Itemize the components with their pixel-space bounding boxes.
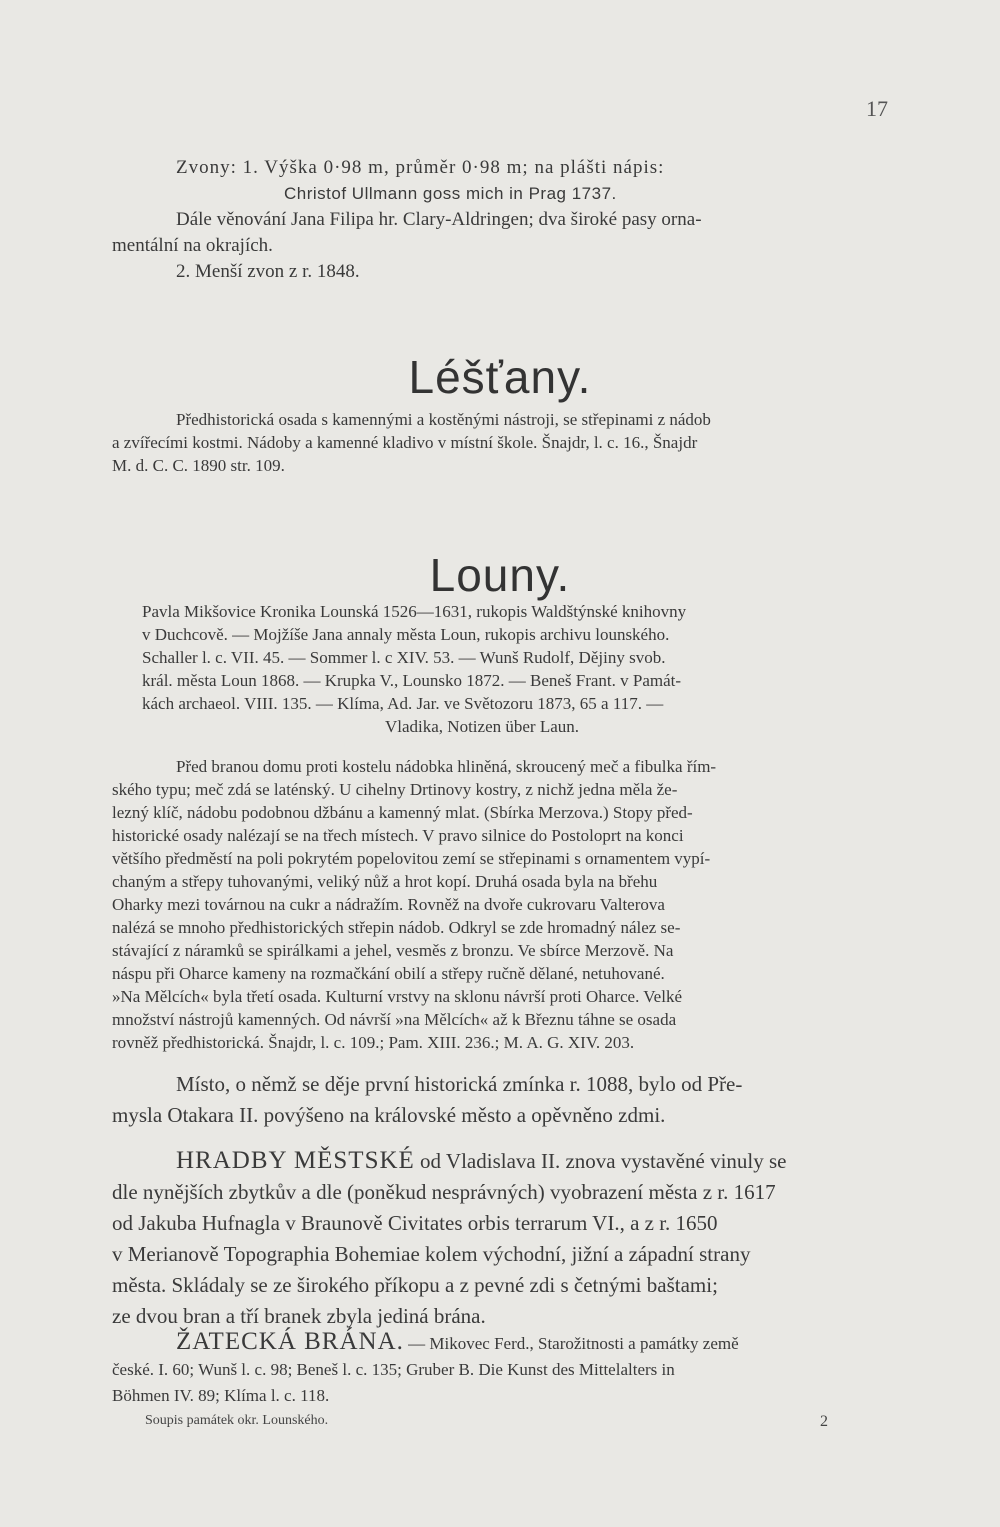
louny-prehistory [112, 757, 892, 1053]
text-line: Místo, o němž se děje první historická zmínka r. 1088, bylo od Pře- [176, 1072, 743, 1096]
text-line: Před branou domu proti kostelu nádobka hliněná, skroucený meč a fibulka řím- [176, 757, 717, 776]
text-line: mysla Otakara II. povýšeno na královské město a opěvněno zdmi. [112, 1103, 666, 1127]
text-line: nalézá se mnoho předhistorických střepin nádob. Odkryl se zde hromadný nález se- [112, 918, 681, 937]
text-line: od Jakuba Hufnagla v Braunově Civitates orbis terrarum VI., a z r. 1650 [112, 1211, 718, 1235]
text-line: Schaller l. c. VII. 45. — Sommer l. c XIV. 53. — Wunš Rudolf, Dějiny svob. [142, 648, 666, 667]
text-line: náspu při Oharce kameny na rozmačkání obilí a střepy ručně dělané, netuhované. [112, 964, 665, 983]
louny-history [112, 1070, 892, 1129]
text-line: většího předměstí na poli pokrytém popelovitou zemí se střepinami s ornamentem vypí- [112, 849, 711, 868]
text-line: Předhistorická osada s kamennými a kostěnými nástroji, se střepinami z nádob [176, 410, 711, 429]
text-line: M. d. C. C. 1890 str. 109. [112, 456, 285, 475]
inscription-line: Christof Ullmann goss mich in Prag 1737. [284, 184, 617, 203]
footer-signature: 2 [820, 1413, 828, 1430]
louny-sources [112, 602, 892, 737]
text-line: lezný klíč, nádobu podobnou džbánu a kamenný mlat. (Sbírka Merzova.) Stopy před- [112, 803, 693, 822]
heading-louny: Louny. [429, 549, 571, 601]
text-line: ského typu; meč zdá se laténský. U cihelny Drtinovy kostry, z nichž jedna měla že- [112, 780, 678, 799]
zvony-section [112, 156, 892, 283]
louny-zatecka [112, 1330, 892, 1407]
footer-title: Soupis památek okr. Lounského. [145, 1413, 329, 1428]
text-span: — Mikovec Ferd., Starožitnosti a památky země [403, 1334, 739, 1353]
text-line: mentální na okrajích. [112, 235, 273, 256]
zatecka-title: ŽATECKÁ BRÁNA. [176, 1328, 404, 1355]
text-line: Vladika, Notizen über Laun. [384, 717, 579, 736]
text-line: stávající z náramků se spirálkami a jehel, vesměs z bronzu. Ve sbírce Merzově. Na [112, 941, 674, 960]
text-line: Zvony: 1. Výška 0·98 m, průměr 0·98 m; na plášti nápis: [176, 157, 665, 178]
text-line: chaným a střepy tuhovanými, veliký nůž a hrot kopí. Druhá osada byla na břehu [112, 872, 658, 891]
page-number: 17 [866, 96, 888, 121]
louny-hradby [112, 1147, 892, 1330]
heading-lestany: Léšťany. [408, 351, 592, 403]
zatecka-first-line [112, 1330, 892, 1355]
hradby-title: HRADBY MĚSTSKÉ [176, 1147, 415, 1174]
text-line: Oharky mezi továrnou na cukr a nádražím. Rovněž na dvoře cukrovaru Valterova [112, 895, 665, 914]
text-line: množství nástrojů kamenných. Od návrší »na Mělcích« až k Březnu táhne se osada [112, 1010, 677, 1029]
text-span: od Vladislava II. znova vystavěné vinuly se [414, 1149, 787, 1173]
hradby-first-line [112, 1147, 892, 1175]
text-line: rovněž předhistorická. Šnajdr, l. c. 109.; Pam. XIII. 236.; M. A. G. XIV. 203. [112, 1033, 635, 1052]
text-line: české. I. 60; Wunš l. c. 98; Beneš l. c. 135; Gruber B. Die Kunst des Mittelalters in [112, 1360, 675, 1379]
text-line: historické osady nalézají se na třech místech. V pravo silnice do Postoloprt na konci [112, 826, 684, 845]
text-line: Pavla Mikšovice Kronika Lounská 1526—1631, rukopis Waldštýnské knihovny [142, 602, 687, 621]
text-line: král. města Loun 1868. — Krupka V., Lounsko 1872. — Beneš Frant. v Památ- [142, 671, 682, 690]
text-line: v Duchcově. — Mojžíše Jana annaly města Loun, rukopis archivu lounského. [142, 625, 670, 644]
text-line: města. Skládaly se ze širokého příkopu a z pevné zdi s četnými baštami; [112, 1273, 718, 1297]
lestany-section [112, 410, 892, 476]
text-line: »Na Mělcích« byla třetí osada. Kulturní vrstvy na sklonu návrší proti Oharce. Velké [112, 987, 682, 1006]
text-line: 2. Menší zvon z r. 1848. [176, 261, 360, 282]
text-line: v Merianově Topographia Bohemiae kolem východní, jižní a západní strany [112, 1242, 751, 1266]
text-line: kách archaeol. VIII. 135. — Klíma, Ad. Jar. ve Světozoru 1873, 65 a 117. — [142, 694, 664, 713]
text-line: Böhmen IV. 89; Klíma l. c. 118. [112, 1386, 330, 1405]
text-line: dle nynějších zbytkův a dle (poněkud nesprávných) vyobrazení města z r. 1617 [112, 1180, 776, 1204]
text-line: a zvířecími kostmi. Nádoby a kamenné kladivo v místní škole. Šnajdr, l. c. 16., Šnajdr [112, 433, 698, 452]
text-line: ze dvou bran a tří branek zbyla jediná brána. [112, 1304, 486, 1328]
text-line: Dále věnování Jana Filipa hr. Clary-Aldringen; dva široké pasy orna- [176, 209, 702, 230]
